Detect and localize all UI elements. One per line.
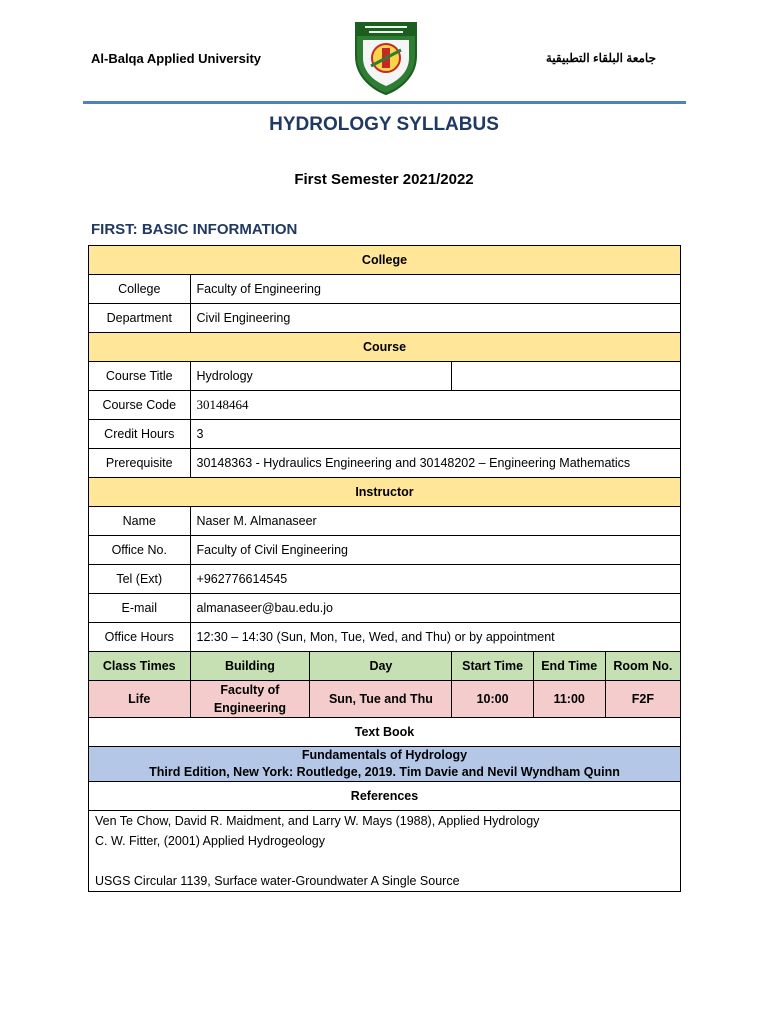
course-title-label: Course Title (89, 362, 191, 391)
table-row (89, 652, 681, 681)
department-label: Department (89, 304, 191, 333)
section-heading: FIRST: BASIC INFORMATION (91, 221, 298, 238)
credit-hours-value: 3 (190, 420, 680, 449)
document-title: HYDROLOGY SYLLABUS (269, 114, 499, 135)
office-hours-value: 12:30 – 14:30 (Sun, Mon, Tue, Wed, and Thu) or by appointment (190, 623, 680, 652)
college-value: Faculty of Engineering (190, 275, 680, 304)
university-name-english: Al-Balqa Applied University (91, 51, 261, 66)
course-title-value: Hydrology (190, 362, 452, 391)
table-row (89, 246, 681, 275)
table-row (89, 594, 681, 623)
instructor-name-label: Name (89, 507, 191, 536)
semester-label: First Semester 2021/2022 (294, 171, 474, 188)
reference-item: C. W. Fitter, (2001) Applied Hydrogeology (95, 834, 325, 848)
references-cell (89, 811, 681, 892)
header-divider (83, 101, 686, 104)
schedule-building: Faculty of Engineering (190, 681, 310, 718)
table-row (89, 565, 681, 594)
prerequisite-value: 30148363 - Hydraulics Engineering and 30148202 – Engineering Mathematics (190, 449, 680, 478)
table-row (89, 681, 681, 718)
table-row (89, 391, 681, 420)
schedule-header-start-time: Start Time (452, 652, 533, 681)
table-row (89, 747, 681, 782)
schedule-room: F2F (605, 681, 680, 718)
table-row (89, 782, 681, 811)
schedule-header-end-time: End Time (533, 652, 605, 681)
textbook-heading: Text Book (89, 718, 681, 747)
course-code-label: Course Code (89, 391, 191, 420)
schedule-header-building: Building (190, 652, 310, 681)
reference-item: Ven Te Chow, David R. Maidment, and Larry W. Mays (1988), Applied Hydrology (95, 814, 540, 828)
table-row (89, 449, 681, 478)
table-row (89, 507, 681, 536)
instructor-name-value: Naser M. Almanaseer (190, 507, 680, 536)
table-row (89, 718, 681, 747)
references-heading: References (89, 782, 681, 811)
university-logo-icon (353, 20, 419, 96)
textbook-title: Fundamentals of Hydrology (301, 748, 468, 762)
table-row (89, 811, 681, 892)
basic-info-table (88, 245, 681, 892)
email-label: E-mail (89, 594, 191, 623)
table-row (89, 333, 681, 362)
office-no-label: Office No. (89, 536, 191, 565)
department-value: Civil Engineering (190, 304, 680, 333)
course-heading: Course (89, 333, 681, 362)
textbook-cell (89, 747, 681, 782)
office-no-value: Faculty of Civil Engineering (190, 536, 680, 565)
table-row (89, 304, 681, 333)
tel-label: Tel (Ext) (89, 565, 191, 594)
schedule-end-time: 11:00 (533, 681, 605, 718)
reference-item: USGS Circular 1139, Surface water-Groundwater A Single Source (95, 874, 460, 888)
schedule-start-time: 10:00 (452, 681, 533, 718)
course-title-empty-cell (452, 362, 681, 391)
university-name-arabic: جامعة البلقاء التطبيقية (545, 51, 656, 65)
table-row (89, 623, 681, 652)
tel-value: +962776614545 (190, 565, 680, 594)
prerequisite-label: Prerequisite (89, 449, 191, 478)
table-row (89, 362, 681, 391)
table-row (89, 536, 681, 565)
schedule-header-class-times: Class Times (89, 652, 191, 681)
college-heading: College (89, 246, 681, 275)
schedule-class-times: Life (89, 681, 191, 718)
table-row (89, 420, 681, 449)
schedule-header-day: Day (310, 652, 452, 681)
office-hours-label: Office Hours (89, 623, 191, 652)
schedule-header-room: Room No. (605, 652, 680, 681)
instructor-heading: Instructor (89, 478, 681, 507)
table-row (89, 275, 681, 304)
table-row (89, 478, 681, 507)
reference-spacer (95, 851, 674, 871)
schedule-day: Sun, Tue and Thu (310, 681, 452, 718)
email-value[interactable]: almanaseer@bau.edu.jo (190, 594, 680, 623)
textbook-edition: Third Edition, New York: Routledge, 2019. Tim Davie and Nevil Wyndham Quinn (149, 765, 620, 779)
college-label: College (89, 275, 191, 304)
course-code-value: 30148464 (190, 391, 680, 420)
credit-hours-label: Credit Hours (89, 420, 191, 449)
